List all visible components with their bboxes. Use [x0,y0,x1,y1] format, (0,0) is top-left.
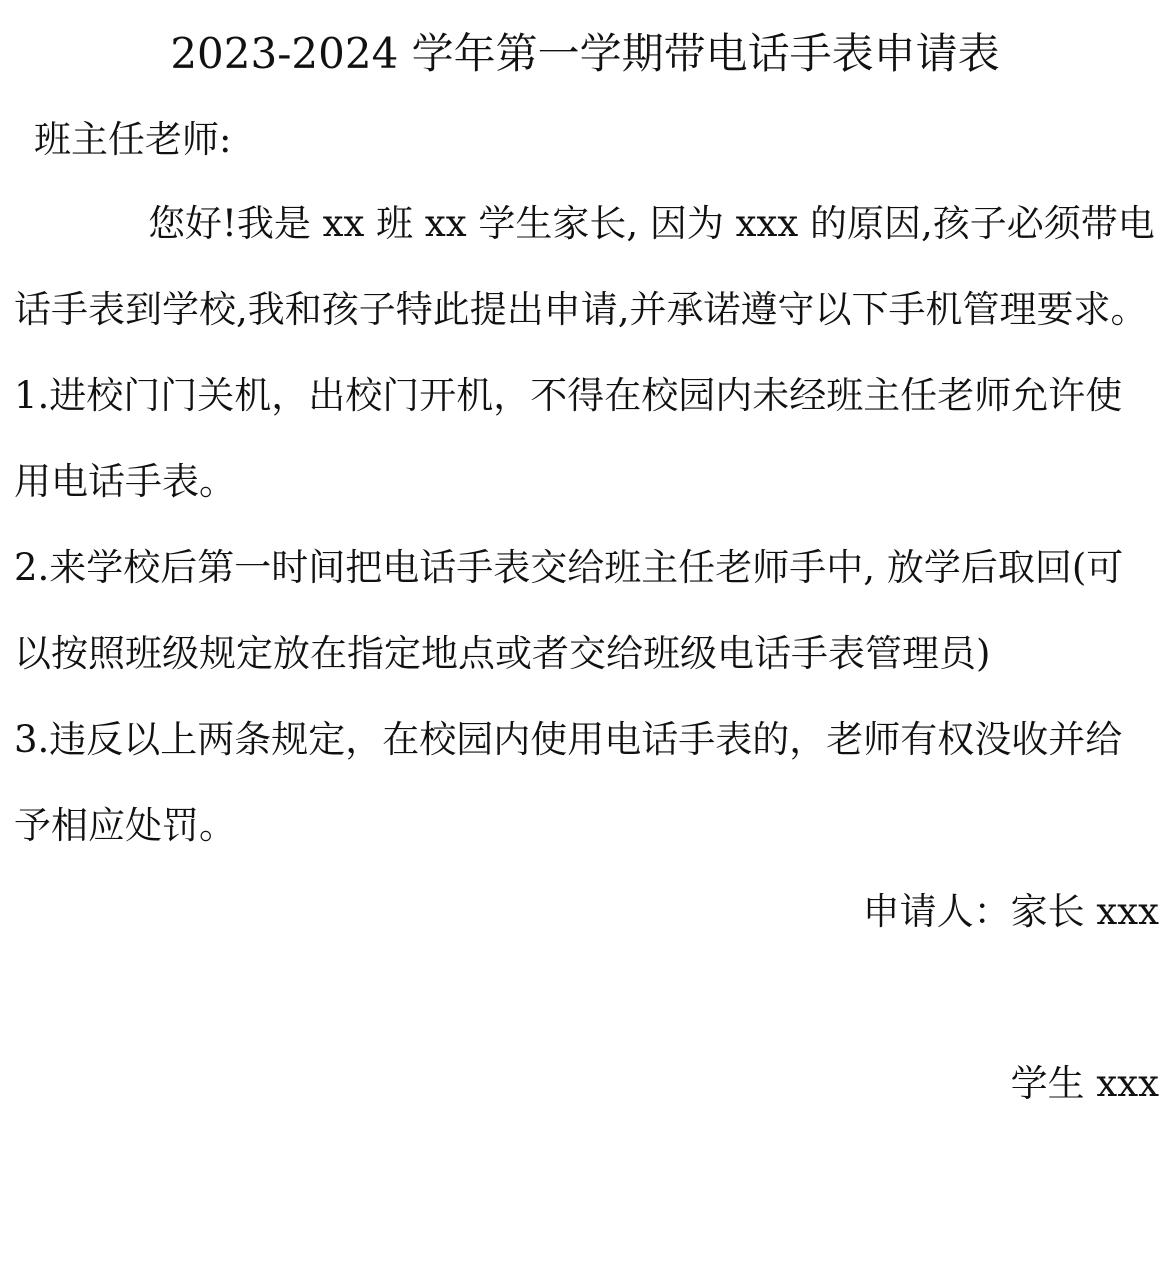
rule-1-line-1: 1.进校门门关机，出校门开机，不得在校园内未经班主任老师允许使 [14,374,1123,417]
intro-line-2: 话手表到学校,我和孩子特此提出申请,并承诺遵守以下手机管理要求。 [14,288,1148,331]
signature-student: 学生 xxx [1010,1062,1159,1105]
rule-2-line-1: 2.来学校后第一时间把电话手表交给班主任老师手中, 放学后取回(可 [14,546,1124,589]
rule-3-line-1: 3.违反以上两条规定，在校园内使用电话手表的，老师有权没收并给 [14,718,1123,761]
rule-1-line-2: 用电话手表。 [14,460,236,503]
document-title: 2023-2024 学年第一学期带电话手表申请表 [170,29,1000,78]
rule-2-line-2: 以按照班级规定放在指定地点或者交给班级电话手表管理员) [14,632,991,675]
rule-3-line-2: 予相应处罚。 [14,804,236,847]
signature-parent: 申请人：家长 xxx [862,890,1159,933]
salutation: 班主任老师: [34,118,232,161]
intro-line-1: 您好!我是 xx 班 xx 学生家长, 因为 xxx 的原因,孩子必须带电 [148,202,1155,245]
